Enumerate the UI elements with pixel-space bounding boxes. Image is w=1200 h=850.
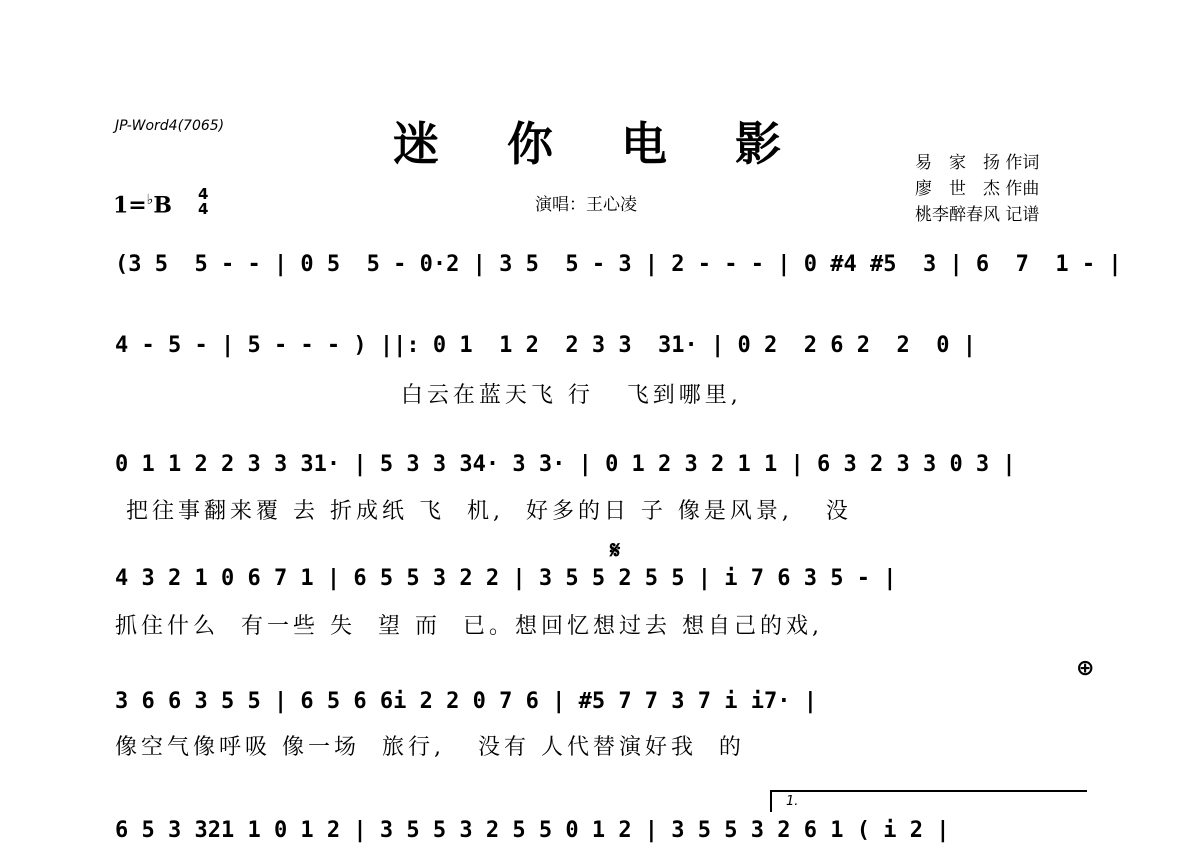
score-line-6: 6 5 3 321 1 0 1 2 | 3 5 5 3 2 5 5 0 1 2 | 3 5 5 3 2 6 1 ( i 2 | bbox=[115, 818, 950, 843]
time-signature: 4 4 bbox=[198, 185, 209, 218]
watermark-text: JP-Word4(7065) bbox=[115, 118, 225, 134]
score-line-4: 4 3 2 1 0 6 7 1 | 6 5 5 3 2 2 | 3 5 5 2 5 5 | i 7 6 3 5 - | bbox=[115, 566, 897, 591]
lyric-line-4: 抓住什么 有一些 失 望 而 已。想回忆想过去 想自己的戏, bbox=[115, 614, 823, 639]
song-title: 迷 你 电 影 bbox=[392, 117, 808, 171]
lyric-line-5: 像空气像呼吸 像一场 旅行, 没有 人代替演好我 的 bbox=[115, 735, 745, 760]
volta-label: 1. bbox=[786, 794, 799, 809]
score-line-2: 4 - 5 - | 5 - - - ) ||: 0 1 1 2 2 3 3 31· | 0 2 2 6 2 2 0 | bbox=[115, 333, 976, 358]
lyric-line-3: 把往事翻来覆 去 折成纸 飞 机, 好多的日 子 像是风景, 没 bbox=[115, 499, 852, 524]
composer-credit: 廖 世 杰 作曲 bbox=[915, 179, 1040, 199]
lyric-line-2: 白云在蓝天飞 行 飞到哪里, bbox=[115, 383, 742, 408]
transcriber-credit: 桃李醉春风 记谱 bbox=[915, 205, 1040, 225]
coda-sign: ⊕ bbox=[1076, 656, 1095, 681]
score-line-5: 3 6 6 3 5 5 | 6 5 6 6i 2 2 0 7 6 | #5 7 7 3 7 i i7· | bbox=[115, 689, 817, 714]
score-line-3: 0 1 1 2 2 3 3 31· | 5 3 3 34· 3 3· | 0 1 2 3 2 1 1 | 6 3 2 3 3 0 3 | bbox=[115, 452, 1016, 477]
score-line-1: (3 5 5 - - | 0 5 5 - 0·2 | 3 5 5 - 3 | 2 - - - | 0 #4 #5 3 | 6 7 1 - | bbox=[115, 252, 1122, 277]
lyricist-credit: 易 家 扬 作词 bbox=[915, 153, 1040, 173]
key-signature: 1=♭B bbox=[113, 192, 172, 219]
volta-bracket bbox=[770, 790, 1087, 812]
singer-credit: 演唱：王心凌 bbox=[535, 195, 637, 215]
segno-sign: 𝄋 bbox=[610, 536, 621, 564]
credits-block bbox=[915, 150, 1039, 228]
